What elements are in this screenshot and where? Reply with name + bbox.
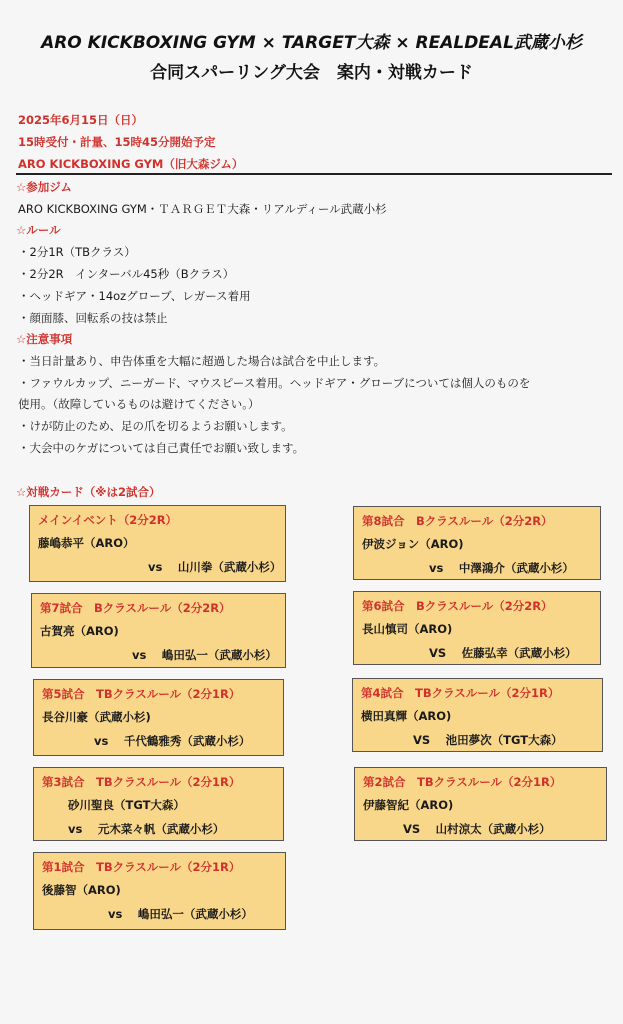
fighter-2: VS 池田夢次（TGT大森） [413, 733, 563, 747]
fighter-2: vs 山川拳（武蔵小杉） [148, 560, 282, 574]
match-title: 第7試合 Bクラスルール（2分2R） [40, 601, 231, 615]
match-card-7 [31, 593, 286, 668]
fighter-1: 藤嶋恭平（ARO） [38, 536, 135, 550]
note-item: 使用。（故障しているものは避けてください。） [18, 397, 260, 411]
rule-item: ・2分1R（TBクラス） [18, 245, 136, 259]
fighter-1: 横田真輝（ARO) [361, 709, 452, 723]
event-date: 2025年6月15日（日） [18, 113, 144, 127]
fighter-1: 伊藤智紀（ARO) [363, 798, 454, 812]
match-title: 第2試合 TBクラスルール（2分1R） [363, 775, 562, 789]
fighter-2: vs 嶋田弘一（武蔵小杉） [132, 648, 277, 662]
note-item: ・当日計量あり、申告体重を大幅に超過した場合は試合を中止します。 [18, 354, 386, 368]
fighter-2: VS 佐藤弘幸（武蔵小杉） [429, 646, 577, 660]
cards-heading: ☆対戦カード（※は2試合） [16, 485, 161, 499]
match-card-1 [33, 852, 286, 930]
fighter-2: VS 山村涼太（武蔵小杉） [403, 822, 551, 836]
match-title: 第4試合 TBクラスルール（2分1R） [361, 686, 560, 700]
rule-item: ・顔面膝、回転系の技は禁止 [18, 311, 168, 325]
fighter-1: 後藤智（ARO) [42, 883, 121, 897]
fighter-1: 長谷川豪（武蔵小杉) [42, 710, 151, 724]
fighter-1: 古賀亮（ARO) [40, 624, 119, 638]
gyms-text: ARO KICKBOXING GYM・ＴＡＲＧＥＴ大森・リアルディール武蔵小杉 [18, 202, 387, 216]
note-item: ・ファウルカップ、ニーガード、マウスピース着用。ヘッドギア・グローブについては個人のものを [18, 376, 531, 390]
notes-heading: ☆注意事項 [16, 332, 73, 346]
fighter-2: vs 中澤鴻介（武蔵小杉） [429, 561, 574, 575]
rules-heading: ☆ルール [16, 223, 61, 237]
match-card-6 [353, 591, 601, 665]
fighter-2: vs 千代鶴雅秀（武蔵小杉） [94, 734, 251, 748]
match-card-3 [33, 767, 284, 841]
match-card-8 [353, 506, 601, 580]
title-line-1: ARO KICKBOXING GYM × TARGET大森 × REALDEAL武蔵小杉 [41, 33, 582, 53]
match-card-4 [352, 678, 603, 752]
rule-item: ・ヘッドギア・14ozグローブ、レガース着用 [18, 289, 251, 303]
fighter-1: 砂川聖良（TGT大森） [68, 798, 185, 812]
note-item: ・けが防止のため、足の爪を切るようお願いします。 [18, 419, 293, 433]
rule-item: ・2分2R インターバル45秒（Bクラス） [18, 267, 235, 281]
match-card-5 [33, 679, 284, 756]
fighter-2: vs 元木菜々帆（武蔵小杉） [68, 822, 225, 836]
header-divider [16, 173, 612, 175]
title-line-2: 合同スパーリング大会 案内・対戦カード [150, 63, 473, 83]
match-card-main-event [29, 505, 286, 582]
fighter-1: 伊波ジョン（ARO) [362, 537, 464, 551]
match-title: 第3試合 TBクラスルール（2分1R） [42, 775, 241, 789]
fighter-2: vs 嶋田弘一（武蔵小杉） [108, 907, 253, 921]
fighter-1: 長山慎司（ARO) [362, 622, 453, 636]
match-card-2 [354, 767, 607, 841]
match-title: 第6試合 Bクラスルール（2分2R） [362, 599, 553, 613]
match-title: 第1試合 TBクラスルール（2分1R） [42, 860, 241, 874]
event-venue: ARO KICKBOXING GYM（旧大森ジム） [18, 157, 244, 171]
note-item: ・大会中のケガについては自己責任でお願い致します。 [18, 441, 305, 455]
match-title: メインイベント（2分2R） [38, 513, 178, 527]
match-title: 第8試合 Bクラスルール（2分2R） [362, 514, 553, 528]
match-title: 第5試合 TBクラスルール（2分1R） [42, 687, 241, 701]
gyms-heading: ☆参加ジム [16, 180, 72, 194]
event-time: 15時受付・計量、15時45分開始予定 [18, 135, 216, 149]
